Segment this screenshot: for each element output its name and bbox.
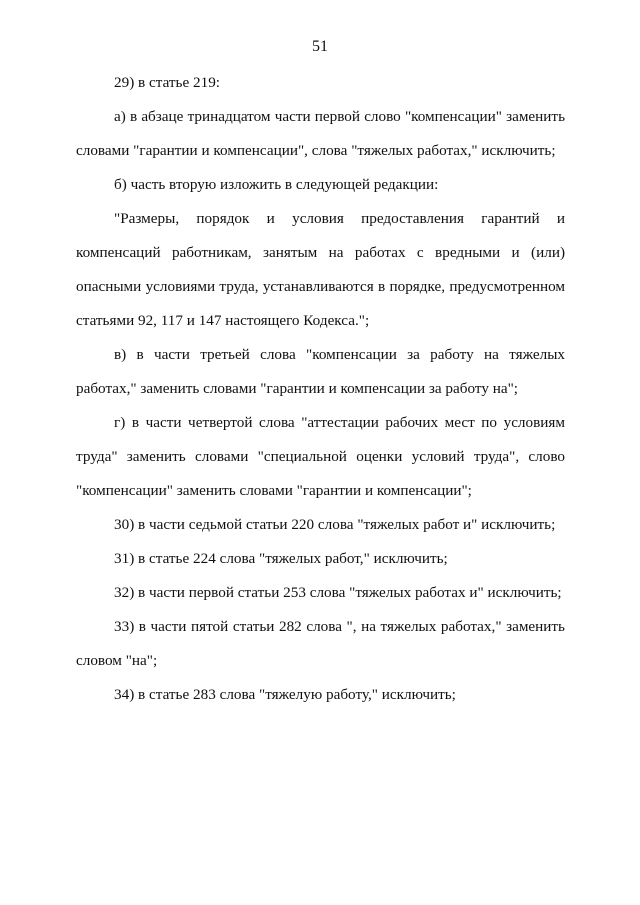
paragraph-30: 30) в части седьмой статьи 220 слова "тяжелых работ и" исключить; xyxy=(114,516,556,533)
paragraph-29-v: в) в части третьей слова "компенсации за работу на тяжелых работах," заменить словами "гарантии и компенсации за работу на"; xyxy=(76,346,565,397)
paragraph-31: 31) в статье 224 слова "тяжелых работ," исключить; xyxy=(114,550,448,567)
paragraph-29-a: а) в абзаце тринадцатом части первой слово "компенсации" заменить словами "гарантии и компенсации", слова "тяжелых работах," исключить; xyxy=(76,108,565,159)
paragraph-29-g: г) в части четвертой слова "аттестации рабочих мест по условиям труда" заменить словами "специальной оценки условий труда", слово "компенсации" заменить словами "гарантии и компенсации"; xyxy=(76,414,565,499)
paragraph-29-b: б) часть вторую изложить в следующей редакции: xyxy=(114,176,439,193)
paragraph-32: 32) в части первой статьи 253 слова "тяжелых работах и" исключить; xyxy=(114,584,562,601)
paragraph-33: 33) в части пятой статьи 282 слова ", на тяжелых работах," заменить словом "на"; xyxy=(76,618,565,669)
page-number: 51 xyxy=(312,38,328,55)
paragraph-29-b-quote: "Размеры, порядок и условия предоставления гарантий и компенсаций работникам, занятым на работах с вредными и (или) опасными условиями труда, устанавливаются в порядке, предусмотренном статьями 92, 117 и 147 настоящего Кодекса."; xyxy=(76,210,565,329)
document-body xyxy=(76,66,565,712)
paragraph-29: 29) в статье 219: xyxy=(114,74,221,91)
paragraph-34: 34) в статье 283 слова "тяжелую работу," исключить; xyxy=(114,686,456,703)
